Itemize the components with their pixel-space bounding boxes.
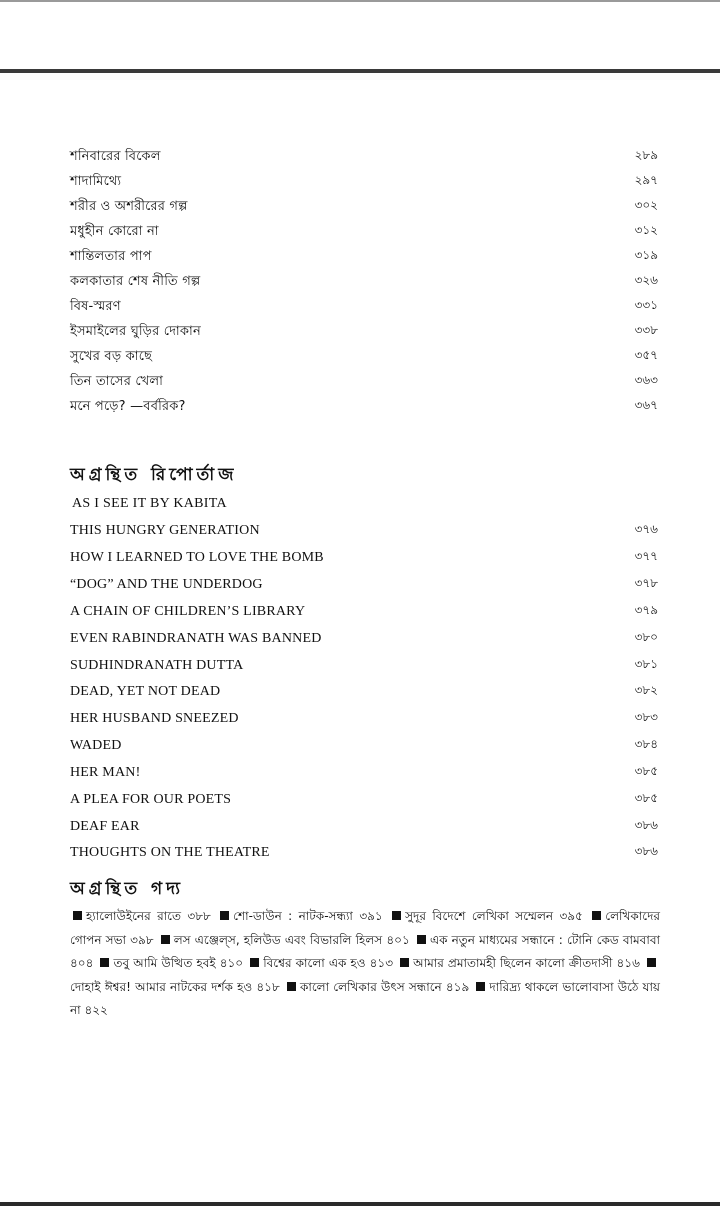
bullet-square-icon [392,911,401,920]
bullet-square-icon [250,958,259,967]
entry-title: DEAF EAR [70,819,140,834]
entry-page: ৩৮৫ [634,764,658,778]
entry-title: HOW I LEARNED TO LOVE THE BOMB [70,550,324,565]
toc-entry [70,171,658,193]
toc-entry [70,708,658,730]
toc-entry [70,371,658,393]
toc-entry [70,321,658,343]
entry-page: ৩৮৬ [634,844,658,858]
entry-page: ৩২৬ [634,273,658,287]
toc-entry [70,816,658,838]
entry-page: ৩৩৮ [634,323,658,337]
entry-page: ৩৮৩ [634,710,658,724]
entry-page: ২৮৯ [634,148,658,162]
bullet-square-icon [220,911,229,920]
entry-page: ৩০২ [634,198,658,212]
prose-entry: কালো লেখিকার উৎস সন্ধানে ৪১৯ [299,979,470,994]
section-subheading: AS I SEE IT BY KABITA [72,496,227,511]
entry-title: HER HUSBAND SNEEZED [70,711,239,726]
page-bottom-edge [0,1202,720,1206]
entry-page: ২৯৭ [634,173,658,187]
toc-entry [70,296,658,318]
entry-title: মধুহীন কোরো না [70,223,159,239]
prose-entry: লেখিকাদের গোপন সভা ৩৯৮ [70,909,660,947]
bullet-square-icon [417,935,426,944]
prose-entry: বিশ্বের কালো এক হও ৪১৩ [263,956,393,970]
prose-entry: তবু আমি উত্থিত হবই ৪১০ [113,956,244,970]
prose-entry: দোহাই ঈশ্বর! আমার নাটকের দর্শক হও ৪১৮ [70,979,280,994]
toc-entry [70,762,658,784]
prose-entry: এক নতুন মাধ্যমের সন্ধানে : টোনি কেড বামবাবা ৪০৪ [70,932,660,970]
toc-entry [70,221,658,243]
prose-entry: শো-ডাউন : নাটক-সন্ধ্যা ৩৯১ [233,909,383,923]
entry-title: তিন তাসের খেলা [70,373,164,389]
entry-page: ৩৮০ [634,630,658,644]
entry-title: শান্তিলতার পাপ [70,248,152,264]
prose-entry: লস এঞ্জেল্‌স, হলিউড এবং বিভারলি হিলস ৪০১ [173,932,410,947]
entry-page: ৩৮৪ [634,737,658,751]
entry-title: শরীর ও অশরীরের গল্প [70,198,188,214]
toc-entry [70,246,658,268]
entry-page: ৩১২ [634,223,658,237]
entry-page: ৩৭৭ [634,549,658,563]
bullet-square-icon [287,982,296,991]
entry-title: কলকাতার শেষ নীতি গল্প [70,273,201,289]
entry-page: ৩৫৭ [634,348,658,362]
entry-title: বিষ-স্মরণ [70,298,121,314]
entry-page: ৩৮২ [634,683,658,697]
entry-title: ইসমাইলের ঘুড়ির দোকান [70,323,201,339]
prose-entries-paragraph [70,905,660,1023]
entry-title: সুখের বড় কাছে [70,348,153,364]
toc-entry [70,271,658,293]
entry-title: SUDHINDRANATH DUTTA [70,658,244,673]
entry-page: ৩৭৮ [634,576,658,590]
entry-title: শনিবারের বিকেল [70,148,161,164]
toc-entry [70,628,658,650]
entry-title: A PLEA FOR OUR POETS [70,792,232,807]
toc-entry [70,146,658,168]
entry-title: EVEN RABINDRANATH WAS BANNED [70,631,322,646]
toc-entry [70,681,658,703]
prose-entry: সুদূর বিদেশে লেখিকা সম্মেলন ৩৯৫ [405,909,583,923]
prose-entry: আমার প্রমাতামহী ছিলেন কালো ক্রীতদাসী ৪১৬ [413,956,640,970]
toc-entry [70,655,658,677]
section-heading-reportage: অগ্রন্থিত রিপোর্তাজ [70,465,238,485]
bullet-square-icon [647,958,656,967]
entry-title: শাদামিথ্যে [70,173,122,189]
entry-page: ৩৮৫ [634,791,658,805]
prose-entry: দারিদ্র্য থাকলে ভালোবাসা উঠে যায় না ৪২২ [70,979,660,1017]
prose-entry: হ্যালোউইনের রাতে ৩৮৮ [86,909,211,923]
entry-title: A CHAIN OF CHILDREN’S LIBRARY [70,604,306,619]
entry-title: “DOG” AND THE UNDERDOG [70,577,263,592]
bullet-square-icon [400,958,409,967]
entry-title: মনে পড়ে? —বর্বরিক? [70,398,186,414]
toc-entry [70,601,658,623]
page-top-edge [0,0,720,2]
toc-entry [70,346,658,368]
bullet-square-icon [161,935,170,944]
entry-title: WADED [70,738,122,753]
section-heading-prose: অগ্রন্থিত গদ্য [70,879,185,899]
entry-title: DEAD, YET NOT DEAD [70,684,221,699]
bullet-square-icon [100,958,109,967]
entry-page: ৩৬৭ [634,398,658,412]
toc-entry [70,574,658,596]
header-rule [0,69,720,73]
entry-page: ৩৮১ [634,657,658,671]
bullet-square-icon [476,982,485,991]
entry-page: ৩৩১ [634,298,658,312]
entry-title: HER MAN! [70,765,141,780]
entry-page: ৩৮৬ [634,818,658,832]
toc-entry [70,789,658,811]
entry-title: THOUGHTS ON THE THEATRE [70,845,270,860]
toc-entry [70,196,658,218]
toc-entry [70,520,658,542]
toc-entry [70,547,658,569]
entry-page: ৩৭৯ [634,603,658,617]
entry-page: ৩১৯ [634,248,658,262]
entry-title: THIS HUNGRY GENERATION [70,523,260,538]
bullet-square-icon [592,911,601,920]
bullet-square-icon [73,911,82,920]
entry-page: ৩৬৩ [634,373,658,387]
toc-entry [70,735,658,757]
toc-entry [70,842,658,864]
entry-page: ৩৭৬ [634,522,658,536]
toc-entry [70,396,658,418]
